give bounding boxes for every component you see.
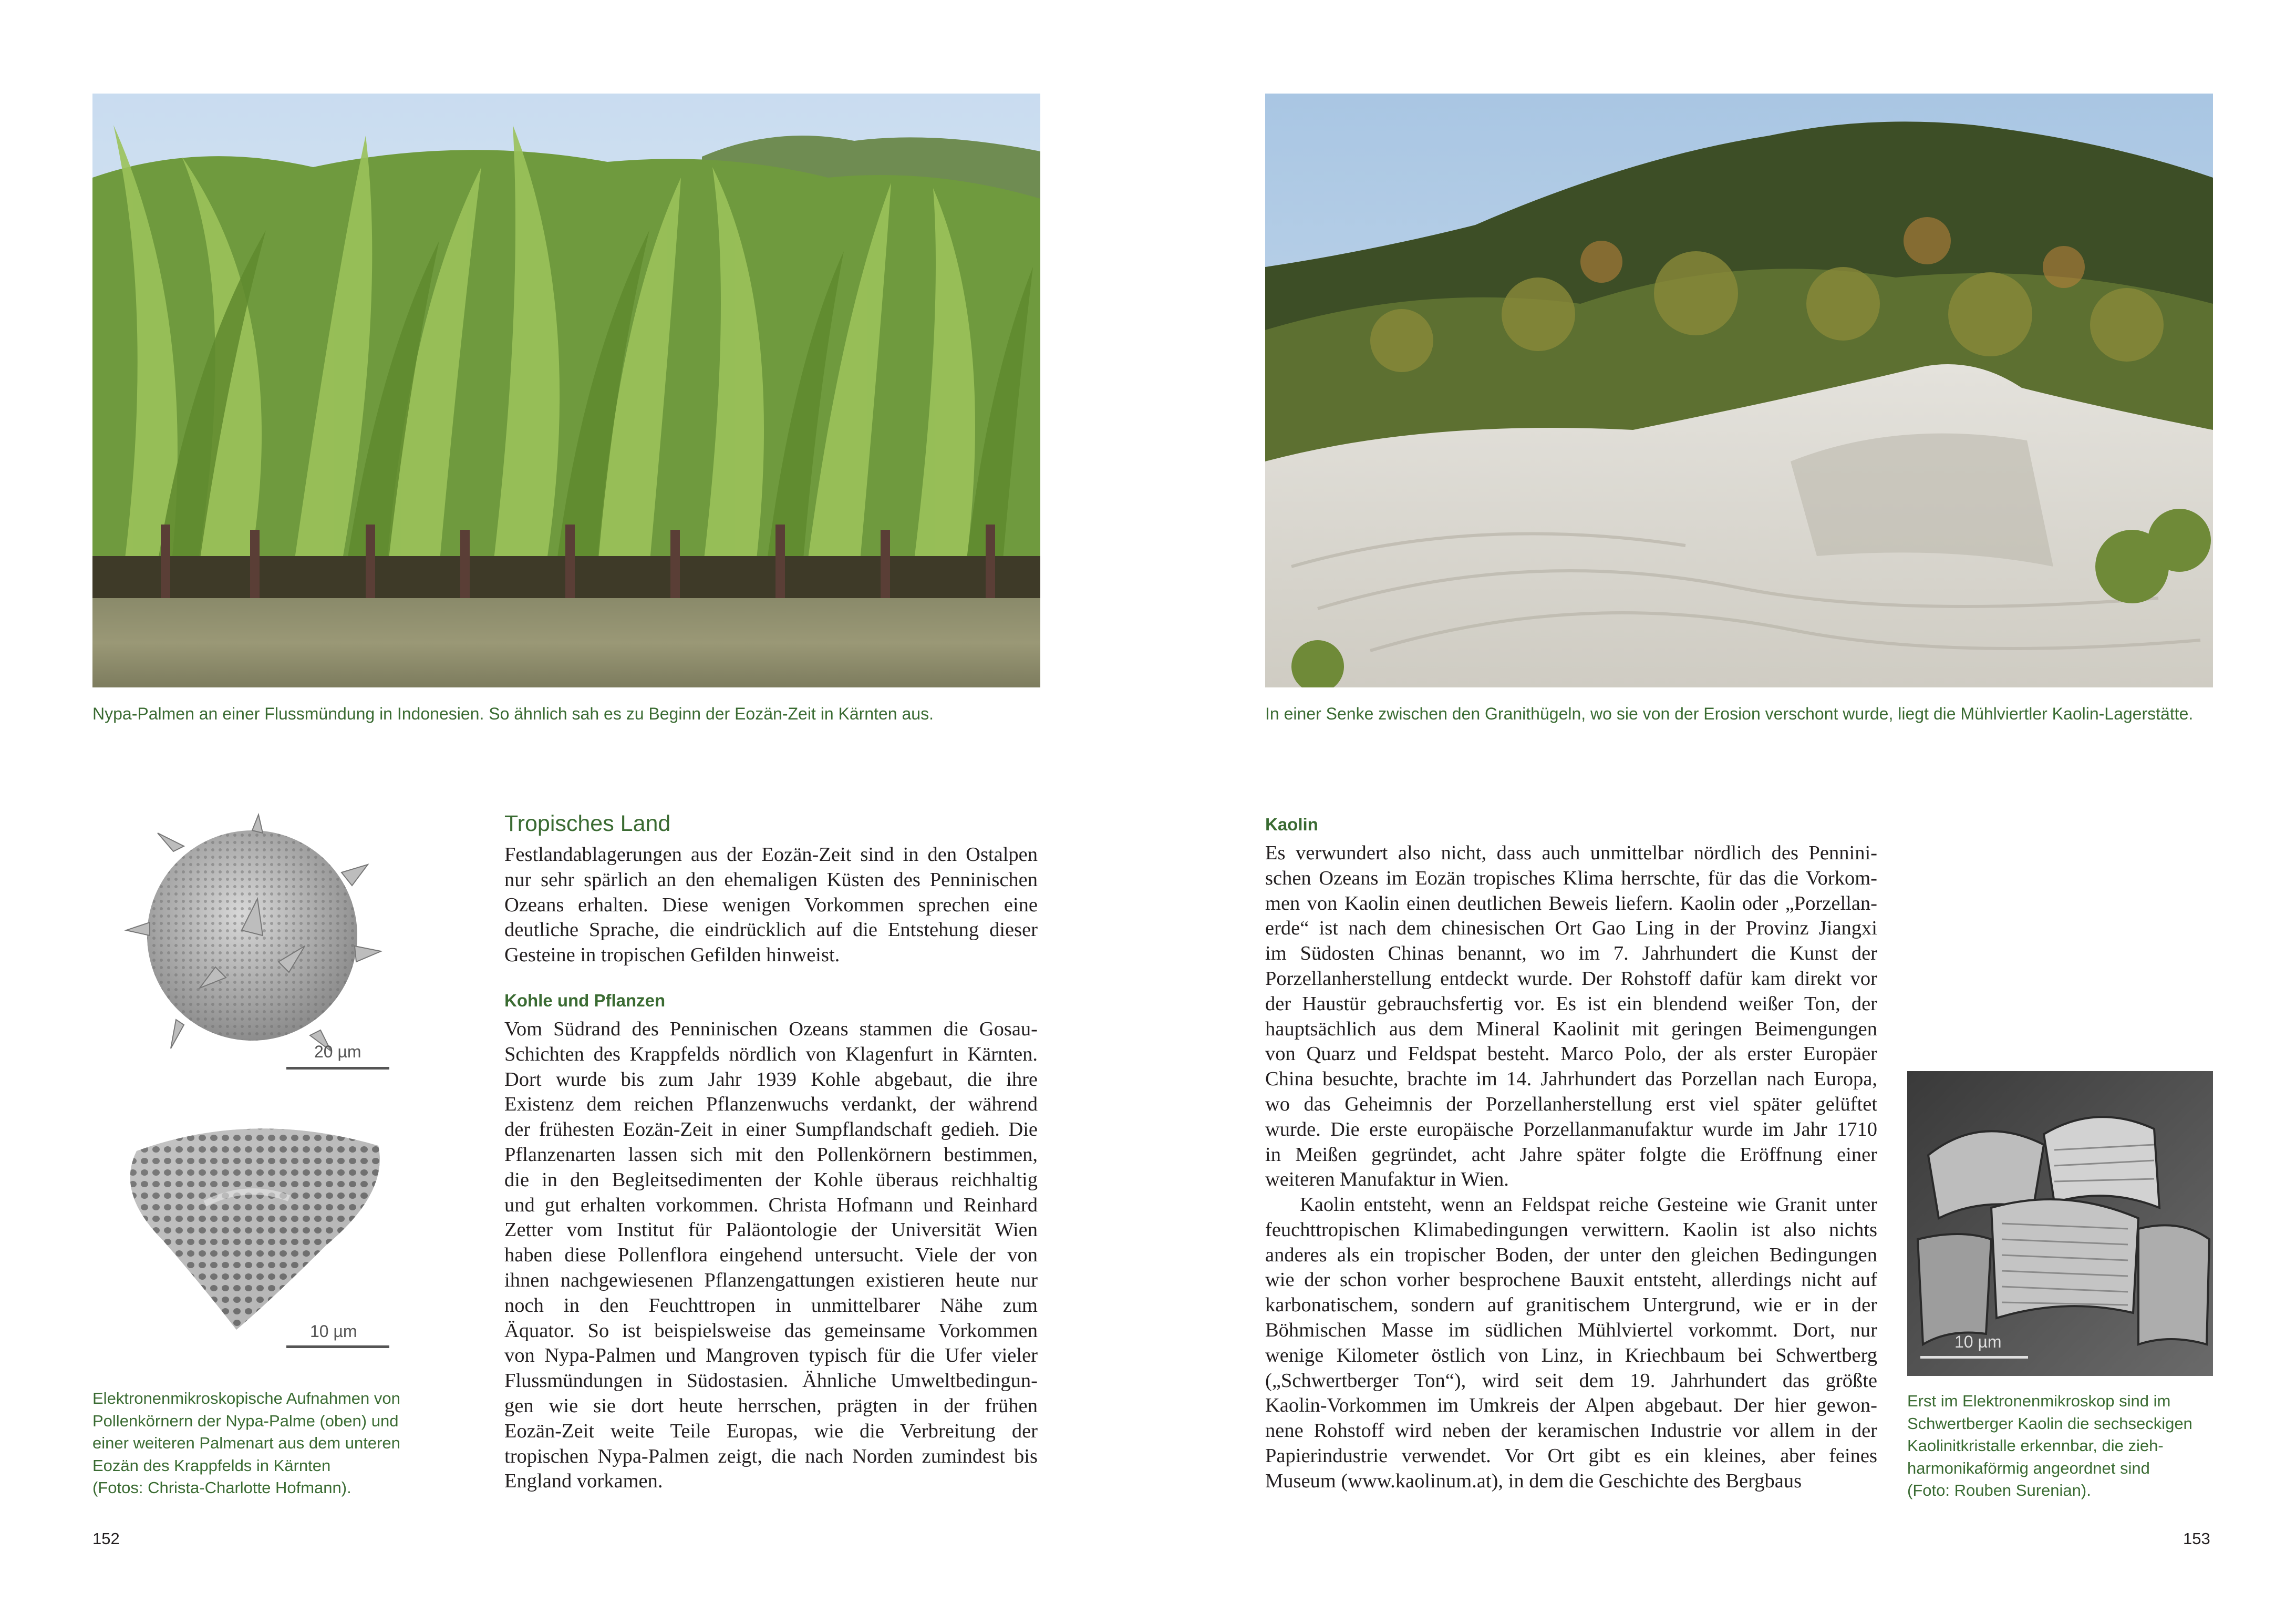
kohle-paragraph	[504, 1017, 1038, 1494]
kaolin-photo-caption: In einer Senke zwischen den Granithügeln, wo sie von der Erosion verschont wurde, liegt die Mühlviertler Kaolin-Lagerstätte.	[1265, 704, 2194, 723]
body-line: Existenz dem reichen Pflanzenwuchs verdankt, der während	[504, 1093, 1038, 1116]
body-line: von Quarz und Feldspat besteht. Marco Polo, der als erster Europäer	[1265, 1043, 1877, 1065]
body-line: erde“ ist nach dem chinesischen Ort Gao Ling in der Provinz Jiangxi	[1265, 917, 1877, 940]
body-line: und gut erhalten vorkommen. Christa Hofmann und Reinhard	[504, 1194, 1038, 1216]
body-line: wenige Kilometer östlich von Linz, in Kriechbaum bei Schwertberg	[1265, 1344, 1877, 1366]
body-line: feuchttropischen Klimabedingungen verwittern. Kaolin ist also nichts	[1265, 1218, 1877, 1241]
body-line: China besuchte, brachte im 14. Jahrhundert das Porzellan nach Europa,	[1265, 1068, 1877, 1091]
body-line: noch in den Feuchttropen in unmittelbarer Nähe zum	[504, 1294, 1038, 1317]
subheading-kohle-und-pflanzen: Kohle und Pflanzen	[504, 991, 666, 1010]
pollen-caption-line: (Fotos: Christa-Charlotte Hofmann).	[92, 1478, 351, 1497]
body-line: Kaolin-Vorkommen im Umkreis der Alpen abgebaut. Der hier gewon-	[1265, 1394, 1877, 1417]
intro-line: Gesteine in tropischen Gefilden hinweist.	[504, 944, 840, 967]
page-number-right: 153	[2183, 1529, 2210, 1548]
body-line: men von Kaolin einen deutlichen Beweis liefern. Kaolin oder „Porzellan-	[1265, 892, 1877, 914]
sem-scale-label: 10 µm	[1954, 1332, 2002, 1351]
body-line: nene Rohstoff wird neben der keramischen Industrie vor allem in der	[1265, 1420, 1877, 1442]
intro-line: nur sehr spärlich an den ehemaligen Küsten des Penninischen	[504, 868, 1038, 891]
sem-caption-line: harmonikaförmig angeordnet sind	[1907, 1458, 2150, 1477]
sem-scale-bar	[1920, 1356, 2028, 1359]
body-line: Porzellanherstellung entdeckt wurde. Der Rohstoff dafür kam direkt vor	[1265, 967, 1877, 990]
body-line: Papierindustrie verwendet. Vor Ort gibt es ein kleines, aber feines	[1265, 1444, 1877, 1467]
pollen-bottom-scale-bar	[286, 1345, 389, 1348]
pollen-top-scale-label: 20 µm	[314, 1042, 361, 1061]
body-line: tropischen Nypa-Palmen zeigt, die nach Norden zumindest bis	[504, 1445, 1038, 1467]
pollen-caption-line: Pollenkörnern der Nypa-Palme (oben) und	[92, 1411, 399, 1430]
body-line: weiteren Manufaktur in Wien.	[1265, 1168, 1509, 1191]
intro-paragraph	[504, 842, 1038, 968]
body-line: Flussmündungen in Südostasien. Ähnliche Umweltbedingun-	[504, 1370, 1038, 1392]
body-line: Dort wurde bis zum Jahr 1939 Kohle abgebaut, die ihre	[504, 1068, 1038, 1091]
pollen-grain-bottom-image	[116, 1109, 394, 1335]
body-line: ihnen nachgewiesenen Pflanzengattungen existieren heute nur	[504, 1269, 1038, 1291]
body-line: Es verwundert also nicht, dass auch unmittelbar nördlich des Pennini-	[1265, 842, 1877, 864]
body-line: Zetter vom Institut für Paläontologie der Universität Wien	[504, 1219, 1038, 1241]
body-line: in Meißen gegründet, acht Jahre später folgte die Eröffnung einer	[1265, 1143, 1877, 1166]
body-line: Vom Südrand des Penninischen Ozeans stammen die Gosau-	[504, 1018, 1038, 1040]
body-line: Museum (www.kaolinum.at), in dem die Geschichte des Bergbaus	[1265, 1469, 1802, 1492]
body-line: karbonatischem, sondern auf granitischem Untergrund, wie er in der	[1265, 1294, 1877, 1317]
sem-caption-line: (Foto: Rouben Surenian).	[1907, 1481, 2091, 1499]
page-number-left: 152	[92, 1529, 120, 1548]
body-line: die in den Begleitsedimenten der Kohle überaus reichhaltig	[504, 1168, 1038, 1191]
body-line: anderes als ein tropischer Boden, der unter den gleichen Bedingungen	[1265, 1243, 1877, 1266]
intro-line: deutliche Sprache, die eindrücklich auf die Entstehung dieser	[504, 919, 1038, 941]
body-line: wo das Geheimnis der Porzellanherstellung erst viel später gelüftet	[1265, 1093, 1877, 1115]
nypa-palms-photo	[92, 94, 1040, 687]
section-heading-kaolin: Kaolin	[1265, 815, 1318, 834]
body-line: hauptsächlich aus dem Mineral Kaolinit mit geringen Beimengungen	[1265, 1017, 1877, 1040]
body-line: England vorkamen.	[504, 1470, 663, 1493]
body-line: Eozän-Zeit weite Teile Europas, wie die Verbreitung der	[504, 1420, 1038, 1442]
pollen-bottom-scale-label: 10 µm	[310, 1322, 357, 1341]
body-line: im Südosten Chinas benannt, wo im 7. Jahrhundert die Kunst der	[1265, 942, 1877, 965]
body-line: gen wie sie dort heute herrschen, prägten in der frühen	[504, 1394, 1038, 1417]
pollen-top-scale-bar	[286, 1067, 389, 1070]
pollen-caption	[92, 1387, 460, 1499]
sem-caption-line: Erst im Elektronenmikroskop sind im	[1907, 1392, 2171, 1410]
body-line: Pflanzenarten lassen sich mit den Pollenkörnern bestimmen,	[504, 1143, 1038, 1166]
kaolin-paragraph-1	[1265, 841, 1877, 1192]
intro-line: Festlandablagerungen aus der Eozän-Zeit sind in den Ostalpen	[504, 844, 1038, 866]
section-heading-tropisches-land: Tropisches Land	[504, 811, 671, 836]
body-line: („Schwertberger Ton“), wird seit dem 19. Jahrhundert das größte	[1265, 1369, 1877, 1392]
sem-caption-line: Schwertberger Kaolin die sechseckigen	[1907, 1414, 2192, 1433]
body-line: haben diese Pollenflora eingehend untersucht. Viele der von	[504, 1244, 1038, 1267]
body-line: schen Ozeans im Eozän tropisches Klima herrschte, für das die Vorkom-	[1265, 867, 1877, 889]
intro-line: Ozeans erhalten. Diese wenigen Vorkommen sprechen eine	[504, 893, 1038, 916]
sem-caption	[1907, 1390, 2233, 1502]
pollen-caption-line: einer weiteren Palmenart aus dem unteren	[92, 1434, 400, 1452]
body-line: wurde. Die erste europäische Porzellanmanufaktur wurde im Jahr 1710	[1265, 1118, 1877, 1140]
kaolin-paragraph-2	[1265, 1192, 1877, 1494]
body-line: der frühesten Eozän-Zeit in einer Sumpflandschaft gedieh. Die	[504, 1118, 1038, 1141]
nypa-photo-caption: Nypa-Palmen an einer Flussmündung in Indonesien. So ähnlich sah es zu Beginn der Eozän-Zeit in Kärnten aus.	[92, 704, 934, 723]
sem-caption-line: Kaolinitkristalle erkennbar, die zieh-	[1907, 1436, 2164, 1455]
pollen-caption-line: Elektronenmikroskopische Aufnahmen von	[92, 1389, 400, 1407]
body-line: wie der schon vorher besprochene Bauxit entsteht, allerdings nicht auf	[1265, 1269, 1877, 1291]
body-line: der Haustür gebrauchsfertig vor. Es ist ein blendend weißer Ton, der	[1265, 992, 1877, 1015]
body-line: Schichten des Krappfelds nördlich von Klagenfurt in Kärnten.	[504, 1043, 1038, 1065]
body-line: Böhmischen Masse im südlichen Mühlviertel vorkommt. Dort, nur	[1265, 1319, 1877, 1341]
body-line: von Nypa-Palmen und Mangroven typisch für die Ufer vieler	[504, 1344, 1038, 1367]
body-line: Äquator. So ist beispielsweise das gemeinsame Vorkommen	[504, 1319, 1038, 1342]
body-line: Kaolin entsteht, wenn an Feldspat reiche Gesteine wie Granit unter	[1300, 1194, 1877, 1216]
pollen-grain-top-image	[121, 809, 389, 1056]
kaolinite-sem-photo	[1907, 1071, 2213, 1376]
pollen-caption-line: Eozän des Krappfelds in Kärnten	[92, 1456, 331, 1475]
kaolin-quarry-photo	[1265, 94, 2213, 687]
